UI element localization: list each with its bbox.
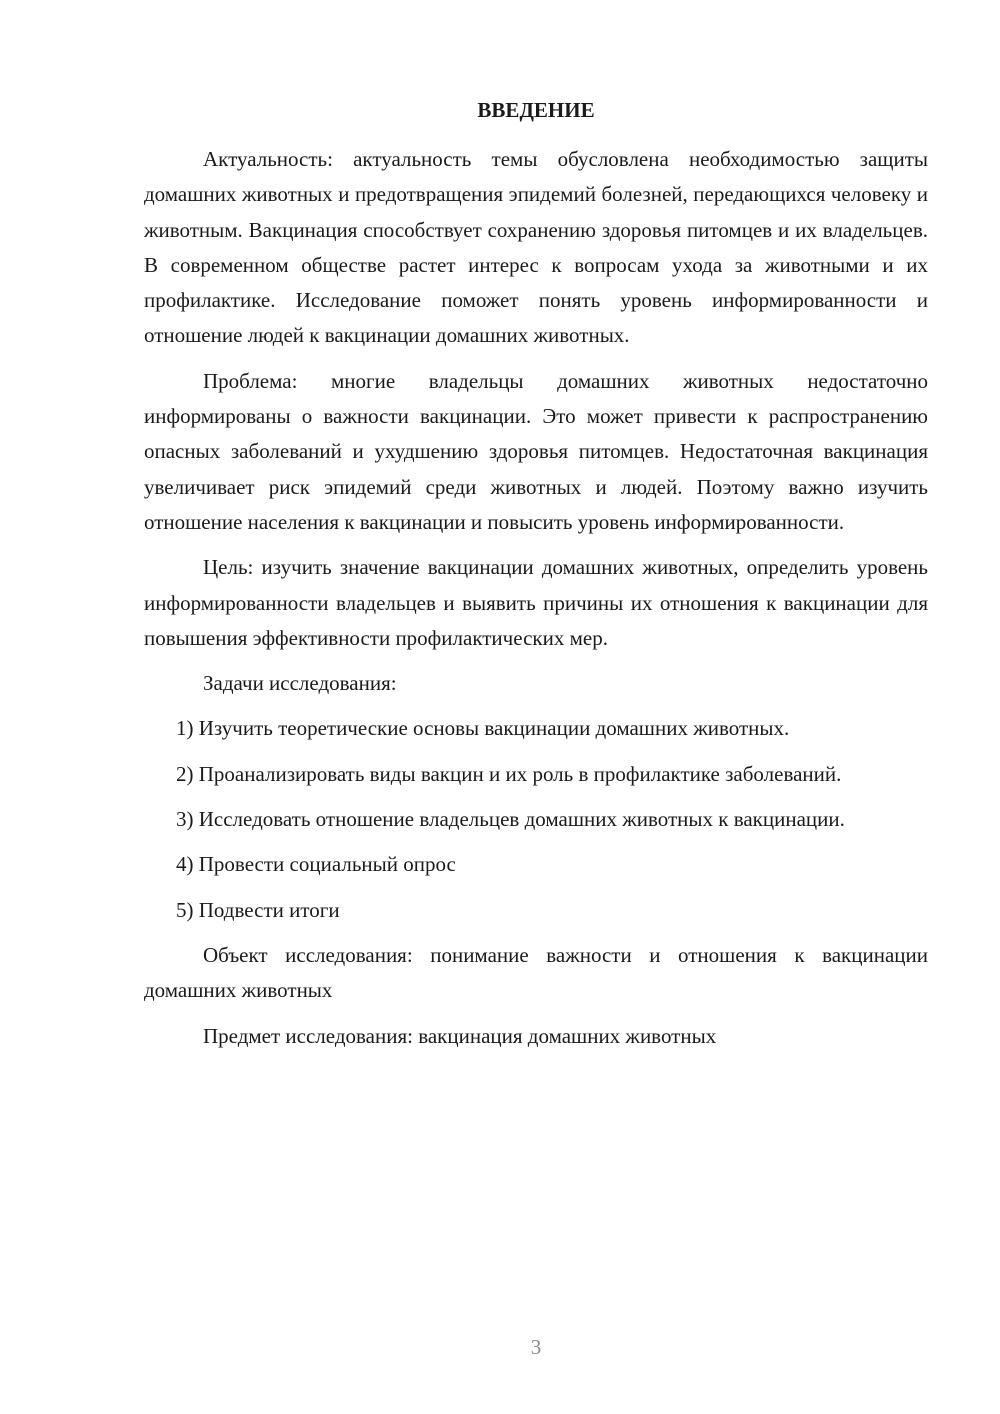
- subject-paragraph: Предмет исследования: вакцинация домашних животных: [203, 1023, 717, 1048]
- task-item: 3) Исследовать отношение владельцев домашних животных к вакцинации.: [176, 807, 845, 832]
- task-item: 2) Проанализировать виды вакцин и их роль в профилактике заболеваний.: [176, 761, 842, 786]
- tasks-heading: Задачи исследования:: [203, 671, 397, 696]
- task-item: 4) Провести социальный опрос: [176, 852, 456, 877]
- document-body: [144, 95, 928, 1064]
- page-title: ВВЕДЕНИЕ: [477, 98, 595, 122]
- task-item: 1) Изучить теоретические основы вакцинации домашних животных.: [176, 716, 790, 741]
- goal-paragraph: Цель: изучить значение вакцинации домашних животных, определить уровень информированности владельцев и выявить причины их отношения к вакцинации для повышения эффективности профилактических мер.: [144, 555, 928, 650]
- task-item: 5) Подвести итоги: [176, 897, 340, 922]
- tasks-list: [144, 711, 928, 927]
- page-number: 3: [530, 1335, 542, 1359]
- object-paragraph: Объект исследования: понимание важности и отношения к вакцинации домашних животных: [144, 942, 928, 1003]
- relevance-paragraph: Актуальность: актуальность темы обусловлена необходимостью защиты домашних животных и предотвращения эпидемий болезней, передающихся человеку и животным. Вакцинация способствует сохранению здоровья питомцев и их владельцев. В современном обществе растет интерес к вопросам ухода за животными и их профилактике. Исследование поможет понять уровень информированности и отношение людей к вакцинации домашних животных.: [144, 147, 928, 348]
- problem-paragraph: Проблема: многие владельцы домашних животных недостаточно информированы о важности вакцинации. Это может привести к распространению опасных заболеваний и ухудшению здоровья питомцев. Недостаточная вакцинация увеличивает риск эпидемий среди животных и людей. Поэтому важно изучить отношение населения к вакцинации и повысить уровень информированности.: [144, 368, 928, 534]
